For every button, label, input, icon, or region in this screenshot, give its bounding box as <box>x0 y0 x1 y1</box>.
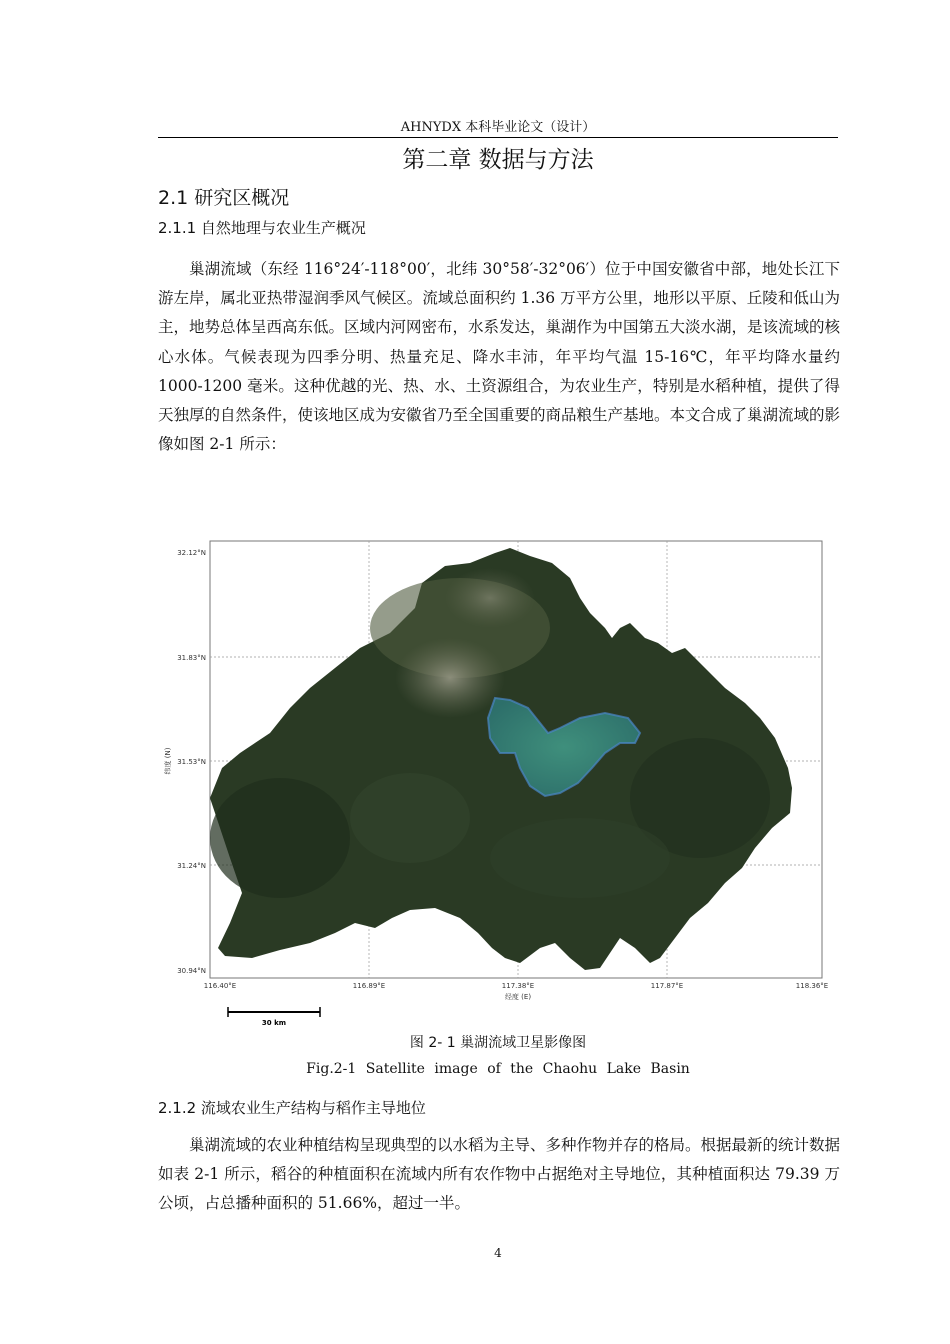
subsection-heading-1: 2.1.1 自然地理与农业生产概况 <box>158 219 366 237</box>
lon-tick: 116.40°E <box>203 982 237 990</box>
x-axis-label: 经度 (E) <box>504 993 532 1001</box>
satellite-map <box>160 538 830 1026</box>
lon-tick: 118.36°E <box>795 982 829 990</box>
lon-tick: 117.87°E <box>650 982 684 990</box>
chapter-title: 第二章 数据与方法 <box>402 147 594 173</box>
figure-caption-en: Fig.2-1 Satellite image of the Chaohu Lake Basin <box>306 1061 690 1077</box>
subsection-heading-2: 2.1.2 流域农业生产结构与稻作主导地位 <box>158 1099 426 1117</box>
lat-tick: 31.83°N <box>177 654 206 662</box>
lat-tick-labels <box>177 549 206 975</box>
scale-bar <box>228 1007 320 1026</box>
lat-tick: 31.24°N <box>177 862 206 870</box>
header-rule <box>158 137 838 138</box>
paragraph-1: 巢湖流域（东经 116°24′-118°00′，北纬 30°58′-32°06′）位于中国安徽省中部，地处长江下游左岸，属北亚热带湿润季风气候区。流域总面积约 1.36 万平方公里，地形以平原、丘陵和低山为主，地势总体呈西高东低。区域内河网密布，水系发达，巢湖作为中国第五大淡水湖，是该流域的核心水体。气候表现为四季分明、热量充足、降水丰沛，年平均气温 15-16℃，年平均降水量约 1000-1200 毫米。这种优越的光、热、水、土资源组合，为农业生产，特别是水稻种植，提供了得天独厚的自然条件，使该地区成为安徽省乃至全国重要的商品粮生产基地。本文合成了巢湖流域的影像如图 2-1 所示： <box>158 260 841 454</box>
page-number: 4 <box>494 1246 502 1260</box>
lon-tick: 117.38°E <box>501 982 535 990</box>
running-header: AHNYDX 本科毕业论文（设计） <box>400 120 596 135</box>
paragraph-2: 巢湖流域的农业种植结构呈现典型的以水稻为主导、多种作物并存的格局。根据最新的统计数据如表 2-1 所示，稻谷的种植面积在流域内所有农作物中占据绝对主导地位，其种植面积达 79.39 万公顷，占总播种面积的 51.66%，超过一半。 <box>158 1136 841 1213</box>
satellite-figure <box>160 538 830 1026</box>
lat-tick: 32.12°N <box>177 549 206 557</box>
lon-tick-labels <box>204 982 828 990</box>
figure-caption-cn: 图 2- 1 巢湖流域卫星影像图 <box>409 1035 587 1051</box>
lon-tick: 116.89°E <box>352 982 386 990</box>
lat-tick: 31.53°N <box>177 758 206 766</box>
section-heading: 2.1 研究区概况 <box>158 187 290 209</box>
y-axis-label: 纬度 (N) <box>164 747 172 775</box>
lat-tick: 30.94°N <box>177 967 206 975</box>
scale-label: 30 km <box>261 1019 287 1026</box>
